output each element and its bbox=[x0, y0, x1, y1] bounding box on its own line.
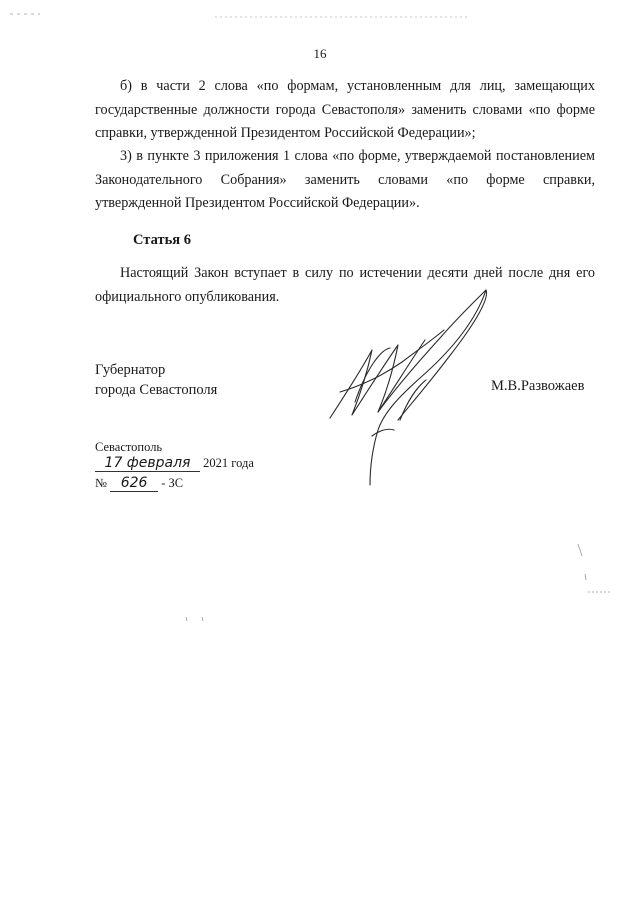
paragraph-3: 3) в пункте 3 приложения 1 слова «по форме, утверждаемой постановлением Законодательного Собрания» заменить словами «по форме справки, утвержденной Президентом Российской Федерации». bbox=[95, 148, 595, 211]
signer-name: М.В.Развожаев bbox=[491, 378, 585, 394]
page-number: 16 bbox=[313, 46, 327, 61]
paragraph-b: б) в части 2 слова «по формам, установленным для лиц, замещающих государственные должности города Севастополя» заменить словами «по форме справки, утвержденной Президентом Российской Федерации»; bbox=[95, 78, 595, 141]
governor-title-line2: города Севастополя bbox=[95, 382, 218, 398]
date-handwritten: 17 февраля bbox=[95, 456, 200, 472]
article-heading: Статья 6 bbox=[133, 232, 191, 248]
date-year: 2021 года bbox=[203, 456, 254, 470]
place: Севастополь bbox=[95, 440, 163, 454]
governor-title-line1: Губернатор bbox=[95, 362, 166, 378]
paragraph-article-6: Настоящий Закон вступает в силу по истечении десяти дней после дня его официального опубликования. bbox=[95, 265, 595, 305]
number-prefix: № bbox=[95, 476, 107, 490]
number-handwritten: 626 bbox=[110, 476, 158, 492]
number-suffix: - ЗС bbox=[161, 476, 184, 490]
